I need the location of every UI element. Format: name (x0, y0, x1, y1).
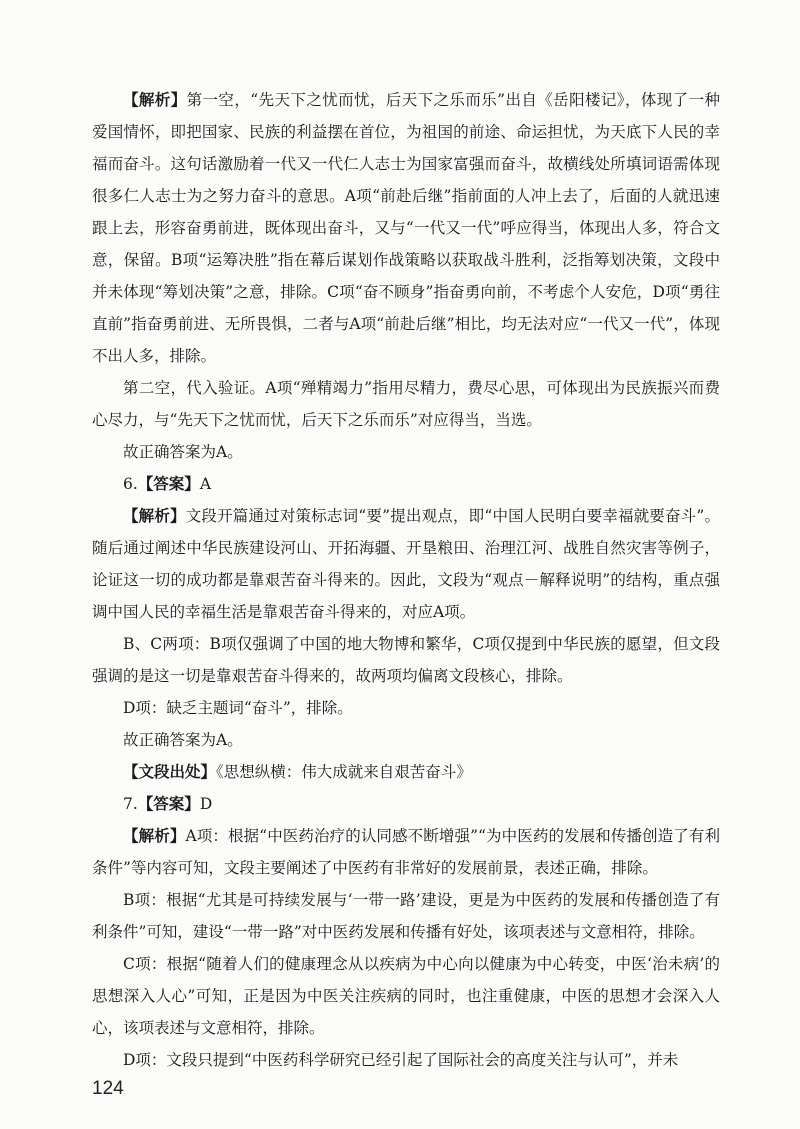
q6-source: 【文段出处】《思想纵横：伟大成就来自艰苦奋斗》 (123, 762, 472, 781)
q5-analysis-blank2: 第二空，代入验证。A项“殚精竭力”指用尽精力，费尽心思，可体现出为民族振兴而费心尽力，与“先天下之忧而忧，后天下之乐而乐”对应得当，当选。 (92, 379, 720, 429)
q6-option-d: D项：缺乏主题词“奋斗”，排除。 (123, 699, 353, 717)
q7-option-d: D项：文段只提到“中医药科学研究已经引起了国际社会的高度关注与认可”，并未 (123, 1051, 679, 1069)
q5-conclusion: 故正确答案为A。 (123, 443, 243, 461)
analysis-label: 【解析】 (123, 826, 186, 845)
q7-option-a: 【解析】A项：根据“中医药治疗的认同感不断增强”“为中医药的发展和传播创造了有利条件”等内容可知，文段主要阐述了中医药有非常好的发展前景，表述正确，排除。 (92, 826, 720, 877)
q7-option-b: B项：根据“尤其是可持续发展与‘一带一路’建设，更是为中医药的发展和传播创造了有利条件”可知，建设“一带一路”对中医药发展和传播有好处，该项表述与文意相符，排除。 (92, 891, 720, 941)
analysis-label: 【解析】 (123, 90, 187, 109)
q6-conclusion: 故正确答案为A。 (123, 731, 243, 749)
page-number: 124 (92, 1078, 124, 1099)
q5-analysis-blank1: 【解析】第一空，“先天下之忧而忧，后天下之乐而乐”出自《岳阳楼记》，体现了一种爱国情怀，即把国家、民族的利益摆在首位，为祖国的前途、命运担忧，为天底下人民的幸福而奋斗。这句话激励着一代又一代仁人志士为国家富强而奋斗，故横线处所填词语需体现很多仁人志士为之努力奋斗的意思。A项“前赴后继”指前面的人冲上去了，后面的人就迅速跟上去，形容奋勇前进，既体现出奋斗，又与“一代又一代”呼应得当，体现出人多，符合文意，保留。B项“运筹决胜”指在幕后谋划作战策略以获取战斗胜利，泛指筹划决策，文段中并未体现“筹划决策”之意，排除。C项“奋不顾身”指奋勇向前，不考虑个人安危，D项“勇往直前”指奋勇前进、无所畏惧，二者与A项“前赴后继”相比，均无法对应“一代又一代”，体现不出人多，排除。 (92, 90, 720, 365)
q6-analysis: 【解析】文段开篇通过对策标志词“要”提出观点，即“中国人民明白要幸福就要奋斗”。随后通过阐述中华民族建设河山、开拓海疆、开垦粮田、治理江河、战胜自然灾害等例子，论证这一切的成功都是靠艰苦奋斗得来的。因此，文段为“观点－解释说明”的结构，重点强调中国人民的幸福生活是靠艰苦奋斗得来的，对应A项。 (92, 506, 720, 621)
q7-answer: 7.【答案】D (123, 794, 213, 813)
q6-options-bc: B、C两项：B项仅强调了中国的地大物博和繁华，C项仅提到中华民族的愿望，但文段强调的是这一切是靠艰苦奋斗得来的，故两项均偏离文段核心，排除。 (92, 635, 720, 685)
analysis-label: 【解析】 (123, 506, 186, 525)
answer-explanation-text (92, 84, 720, 1076)
q7-option-c: C项：根据“随着人们的健康理念从以疾病为中心向以健康为中心转变，中医‘治未病’的思想深入人心”可知，正是因为中医关注疾病的同时，也注重健康，中医的思想才会深入人心，该项表述与文意相符，排除。 (92, 955, 720, 1037)
source-label: 【文段出处】 (123, 762, 217, 781)
q6-answer: 6.【答案】A (123, 474, 212, 493)
